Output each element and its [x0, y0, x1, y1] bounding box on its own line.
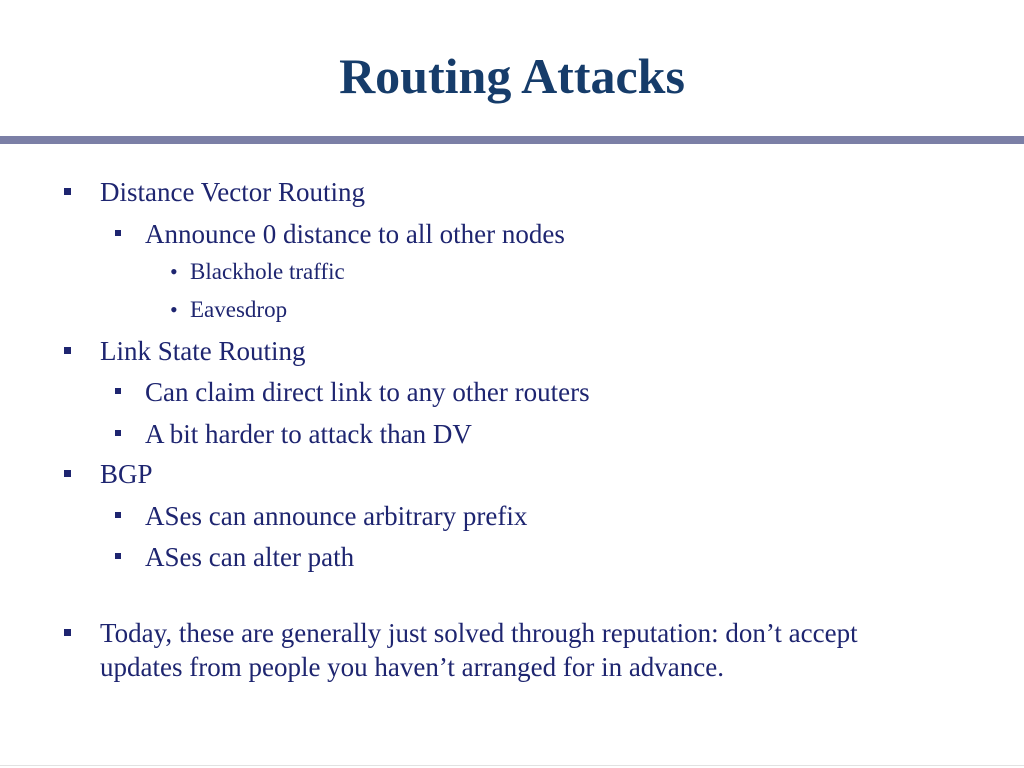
bullet-item-distance-vector: Distance Vector Routing — [100, 177, 365, 207]
slide-title: Routing Attacks — [339, 48, 685, 104]
bullet-item-claim-link: Can claim direct link to any other routers — [145, 377, 590, 407]
bullet-item-harder-than-dv: A bit harder to attack than DV — [145, 419, 472, 449]
bullet-item-reputation-line1: Today, these are generally just solved through reputation: don’t accept — [100, 618, 858, 648]
round-bullet-icon: • — [170, 259, 178, 284]
square-bullet-icon — [64, 629, 71, 636]
title-divider — [0, 136, 1024, 144]
square-bullet-icon — [64, 188, 71, 195]
square-bullet-icon — [115, 230, 121, 236]
square-bullet-icon — [115, 512, 121, 518]
bullet-item-bgp: BGP — [100, 459, 153, 489]
square-bullet-icon — [115, 430, 121, 436]
bullet-item-link-state: Link State Routing — [100, 336, 306, 366]
square-bullet-icon — [115, 388, 121, 394]
bullet-item-reputation-line2: updates from people you haven’t arranged for in advance. — [100, 652, 725, 682]
square-bullet-icon — [64, 470, 71, 477]
square-bullet-icon — [115, 553, 121, 559]
square-bullet-icon — [64, 347, 71, 354]
bullet-item-blackhole: Blackhole traffic — [190, 259, 345, 284]
bullet-item-eavesdrop: Eavesdrop — [190, 297, 288, 322]
bullet-item-alter-path: ASes can alter path — [145, 542, 355, 572]
footer-divider — [0, 765, 1024, 766]
bullet-item-announce-zero: Announce 0 distance to all other nodes — [145, 219, 565, 249]
bullet-item-announce-prefix: ASes can announce arbitrary prefix — [145, 501, 528, 531]
round-bullet-icon: • — [170, 297, 178, 322]
